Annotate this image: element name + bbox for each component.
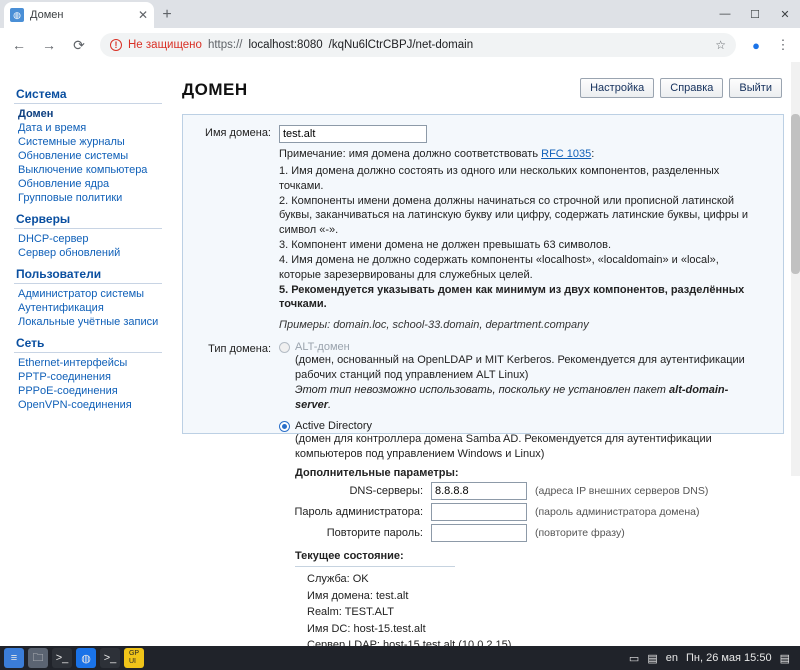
sidebar-group-title: Сеть <box>16 336 45 350</box>
sidebar-item-grouppolicies[interactable]: Групповые политики <box>18 192 123 204</box>
gpui-icon[interactable]: GP UI <box>124 648 144 668</box>
sidebar-item-domain[interactable]: Домен <box>18 108 54 120</box>
page-scrollbar[interactable] <box>791 62 800 476</box>
window-controls <box>710 0 800 28</box>
rfc-link[interactable]: RFC 1035 <box>541 148 592 160</box>
sidebar-item-pptp[interactable]: PPTP-соединения <box>18 371 111 383</box>
divider <box>14 103 162 104</box>
page-title: ДОМЕН <box>182 80 248 99</box>
sidebar <box>0 62 168 476</box>
radio-active-directory[interactable] <box>279 420 763 432</box>
scrollbar-thumb[interactable] <box>791 114 800 274</box>
sidebar-group-title: Пользователи <box>16 267 102 281</box>
extra-params-title: Дополнительные параметры: <box>295 467 459 480</box>
domain-type-label: Тип домена: <box>208 343 271 356</box>
warn-package: alt-domain-server <box>295 383 729 411</box>
warn-prefix: Этот тип невозможно использовать, поскольку не установлен пакет <box>295 383 670 396</box>
logout-button[interactable]: Выйти <box>729 78 782 98</box>
current-state-title: Текущее состояние: <box>295 550 404 563</box>
sidebar-item-syslogs[interactable]: Системные журналы <box>18 136 125 148</box>
browser-icon[interactable]: ◍ <box>76 648 96 668</box>
address-bar[interactable] <box>100 33 736 57</box>
domain-note-row <box>195 147 771 331</box>
sidebar-group-title: Система <box>16 87 67 101</box>
browser-tab[interactable] <box>4 2 154 28</box>
rule-2: 2. Компоненты имени домена должны начинаться со строчной или прописной латинской буквы, заканчиваться на латинскую букву или цифру, содержать латинские буквы, цифры и символ «-». <box>279 194 749 237</box>
back-icon[interactable]: ← <box>12 37 26 53</box>
taskbar <box>0 646 800 670</box>
sidebar-item-sysadmin[interactable]: Администратор системы <box>18 288 145 300</box>
sidebar-item-openvpn[interactable]: OpenVPN-соединения <box>18 399 132 411</box>
tab-title: Домен <box>30 9 64 21</box>
active-directory-description: (домен для контроллера домена Samba AD. Рекомендуется для аутентификации компьютеров под управлением Windows и Linux) <box>295 432 712 460</box>
minimize-button[interactable]: — <box>719 8 731 20</box>
language-indicator[interactable]: en <box>665 652 678 664</box>
help-button[interactable]: Справка <box>660 78 723 98</box>
sidebar-item-dhcp[interactable]: DHCP-сервер <box>18 233 89 245</box>
domain-name-label: Имя домена: <box>205 127 271 139</box>
dns-servers-hint: (адреса IP внешних серверов DNS) <box>535 485 709 498</box>
sidebar-item-auth[interactable]: Аутентификация <box>18 302 104 314</box>
state-service: Служба: OK <box>307 573 369 586</box>
not-secure-label: Не защищено <box>128 39 202 51</box>
domain-type-row <box>195 341 771 670</box>
radio-alt-domain-label: ALT-домен <box>295 341 350 354</box>
repeat-password-hint: (повторите фразу) <box>535 527 625 540</box>
domain-examples: Примеры: domain.loc, school-33.domain, department.company <box>279 319 589 332</box>
domain-rules <box>279 164 763 312</box>
spacer <box>195 147 279 149</box>
bookmark-star-icon[interactable]: ☆ <box>715 38 726 52</box>
globe-icon: ◍ <box>10 8 24 22</box>
sidebar-item-kernelupdate[interactable]: Обновление ядра <box>18 178 110 190</box>
rfc-note-prefix: Примечание: имя домена должно соответствовать <box>279 148 542 160</box>
sidebar-item-updateserver[interactable]: Сервер обновлений <box>18 247 121 259</box>
sidebar-group-title: Серверы <box>16 212 71 226</box>
url-scheme: https:// <box>207 39 243 51</box>
menu-icon[interactable]: ≡ <box>4 648 24 668</box>
admin-password-hint: (пароль администратора домена) <box>535 506 700 519</box>
top-button-bar <box>580 78 782 98</box>
sidebar-item-pppoe[interactable]: PPPoE-соединения <box>18 385 118 397</box>
radio-active-directory-label: Active Directory <box>295 419 373 432</box>
warn-suffix: . <box>328 398 332 411</box>
divider <box>14 283 162 284</box>
reload-icon[interactable]: ⟳ <box>73 36 85 53</box>
account-icon[interactable]: ● <box>752 37 760 53</box>
files-icon[interactable]: 🗀 <box>28 648 48 668</box>
sidebar-item-shutdown[interactable]: Выключение компьютера <box>18 164 148 176</box>
state-realm: Realm: TEST.ALT <box>307 606 395 619</box>
terminal2-icon[interactable]: >_ <box>100 648 120 668</box>
settings-button[interactable]: Настройка <box>580 78 654 98</box>
sidebar-item-sysupdate[interactable]: Обновление системы <box>18 150 129 162</box>
radio-icon[interactable] <box>279 421 290 432</box>
state-dc-name: Имя DC: host-15.test.alt <box>307 622 426 635</box>
rule-1: 1. Имя домена должно состоять из одного или нескольких компонентов, разделенных точками. <box>279 164 720 192</box>
dns-servers-input[interactable] <box>431 482 527 500</box>
sidebar-group-users <box>14 264 168 329</box>
sidebar-group-network <box>14 333 168 412</box>
rule-4: 4. Имя домена не должно содержать компоненты «localhost», «localdomain» и «local», которые зарезервированы для служебных целей. <box>279 253 719 281</box>
sidebar-item-localaccounts[interactable]: Локальные учётные записи <box>18 316 159 328</box>
dns-servers-label: DNS-серверы: <box>349 485 423 498</box>
radio-icon[interactable] <box>279 342 290 353</box>
alt-domain-description: (домен, основанный на OpenLDAP и MIT Kerberos. Рекомендуется для аутентификации рабочих станций под управлением ALT Linux) <box>295 354 745 382</box>
forward-icon[interactable]: → <box>42 37 56 53</box>
state-domain-name: Имя домена: test.alt <box>307 589 409 602</box>
maximize-button[interactable]: ☐ <box>750 8 760 21</box>
rule-5: 5. Рекомендуется указывать домен как минимум из двух компонентов, разделённых точками. <box>279 283 745 311</box>
clock[interactable]: Пн, 26 мая 15:50 <box>685 652 772 664</box>
window-close-button[interactable]: ✕ <box>780 8 790 21</box>
main-content <box>168 62 800 635</box>
admin-password-input[interactable] <box>431 503 527 521</box>
repeat-password-row <box>279 524 763 542</box>
close-icon[interactable]: ✕ <box>137 8 148 22</box>
page-body <box>0 62 800 635</box>
sidebar-group-system <box>14 84 168 205</box>
rule-3: 3. Компонент имени домена не должен превышать 63 символов. <box>279 239 612 252</box>
divider <box>14 352 162 353</box>
new-tab-button[interactable]: + <box>162 6 172 23</box>
admin-password-row <box>279 503 763 521</box>
admin-password-label: Пароль администратора: <box>294 506 423 519</box>
domain-name-input[interactable] <box>279 125 427 143</box>
sidebar-item-ethernet[interactable]: Ethernet-интерфейсы <box>18 357 128 369</box>
display-icon[interactable]: ▭ <box>628 652 640 665</box>
browser-toolbar <box>0 28 800 62</box>
sidebar-item-datetime[interactable]: Дата и время <box>18 122 87 134</box>
repeat-password-input[interactable] <box>431 524 527 542</box>
browser-menu-icon[interactable]: ⋮ <box>776 37 790 52</box>
url-host: localhost:8080 <box>248 39 323 51</box>
not-secure-icon: ! <box>110 39 122 51</box>
repeat-password-label: Повторите пароль: <box>326 527 423 540</box>
domain-name-row <box>195 125 771 143</box>
rfc-note <box>279 147 763 162</box>
domain-form-panel <box>182 114 784 635</box>
tab-strip <box>0 0 800 28</box>
taskbar-tray <box>629 652 796 665</box>
divider <box>295 566 455 567</box>
network-icon[interactable]: ▤ <box>647 652 658 665</box>
alt-domain-warning <box>295 383 763 413</box>
notifications-icon[interactable]: ▤ <box>779 652 790 665</box>
divider <box>14 228 162 229</box>
terminal-icon[interactable]: >_ <box>52 648 72 668</box>
dns-servers-row <box>279 482 763 500</box>
radio-alt-domain[interactable] <box>279 341 763 353</box>
sidebar-group-servers <box>14 209 168 260</box>
url-path: /kqNu6lCtrCBPJ/net-domain <box>328 39 474 51</box>
rfc-note-suffix: : <box>591 148 595 160</box>
